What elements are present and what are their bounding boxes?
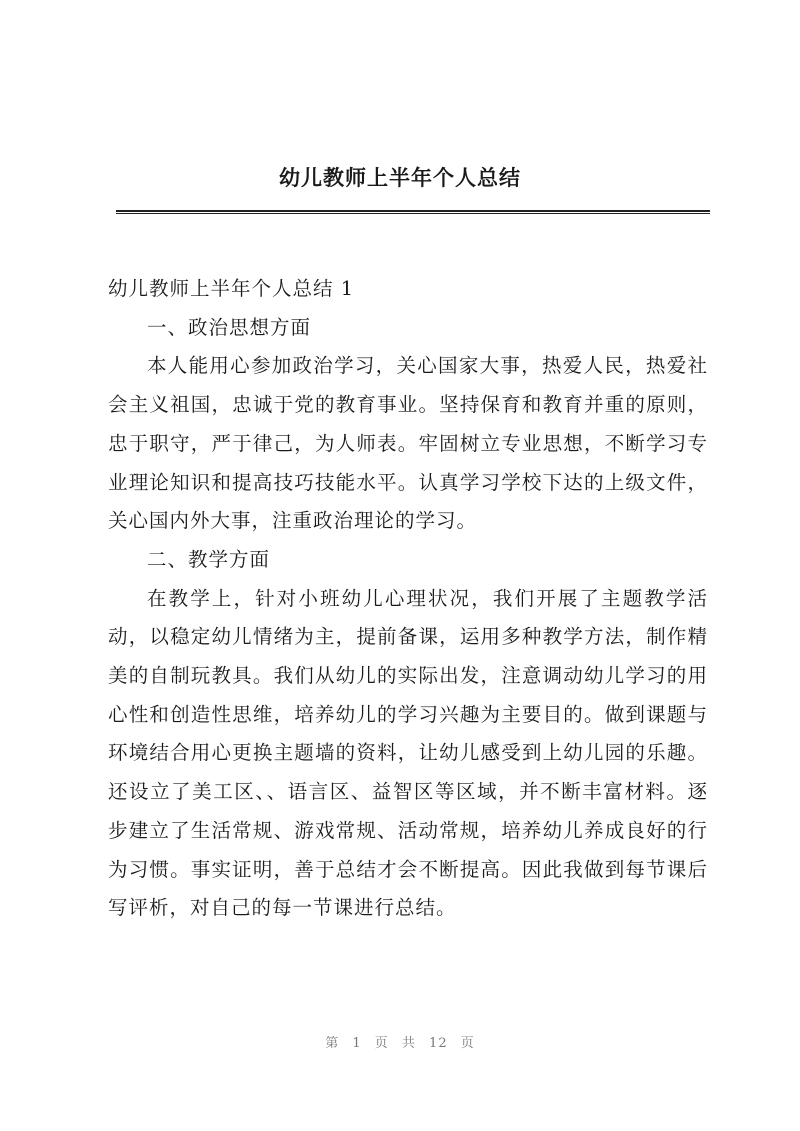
paragraph-teaching: 在教学上，针对小班幼儿心理状况，我们开展了主题教学活动，以稳定幼儿情绪为主，提前备课，运用多种教学方法，制作精美的自制玩教具。我们从幼儿的实际出发，注意调动幼儿学习的用心性和创造性思维，培养幼儿的学习兴趣为主要目的。做到课题与环境结合用心更换主题墙的资料，让幼儿感受到上幼儿园的乐趣。还设立了美工区、、语言区、益智区等区域，并不断丰富材料。逐步建立了生活常规、游戏常规、活动常规，培养幼儿养成良好的行为习惯。事实证明，善于总结才会不断提高。因此我做到每节课后写评析，对自己的每一节课进行总结。 [108,586,708,920]
document-body [108,270,708,928]
title-divider [116,210,710,212]
section-heading-main: 幼儿教师上半年个人总结 1 [108,277,355,300]
section-heading-teaching: 二、教学方面 [147,547,271,571]
page-title: 幼儿教师上半年个人总结 [279,165,521,190]
section-heading-politics: 一、政治思想方面 [147,315,312,339]
page-footer: 第 1 页 共 12 页 [325,1036,475,1051]
paragraph-politics: 本人能用心参加政治学习，关心国家大事，热爱人民，热爱社会主义祖国，忠诚于党的教育事业。坚持保育和教育并重的原则，忠于职守，严于律己，为人师表。牢固树立专业思想，不断学习专业理论知识和提高技巧技能水平。认真学习学校下达的上级文件，关心国内外大事，注重政治理论的学习。 [108,354,708,533]
